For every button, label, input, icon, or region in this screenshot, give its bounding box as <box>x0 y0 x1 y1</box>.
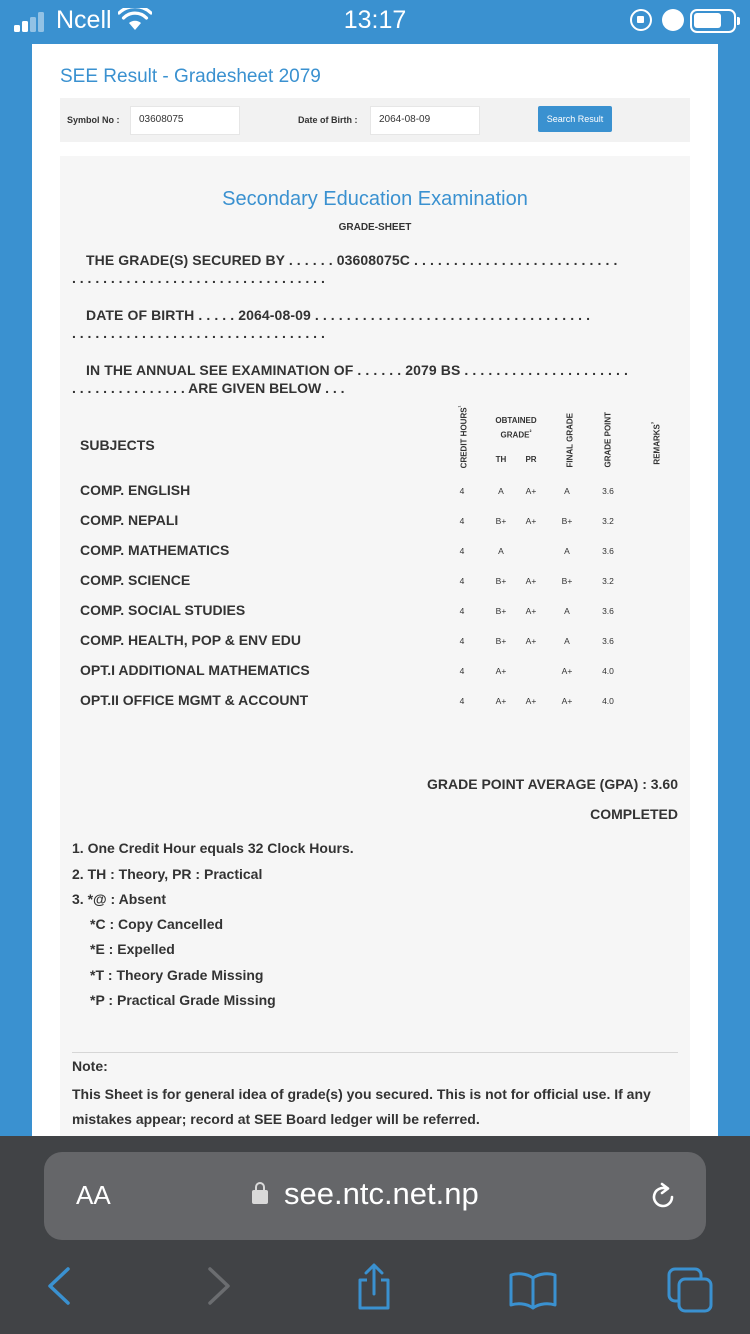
clock: 13:17 <box>343 6 407 34</box>
th-header: TH <box>495 455 507 464</box>
secured-by-continuation: . . . . . . . . . . . . . . . . . . . . . . . . . . . . . . . . . <box>72 270 325 286</box>
subject-name: COMP. SCIENCE <box>80 572 191 588</box>
credit-hours-cell: 4 <box>459 486 465 496</box>
page-title: SEE Result - Gradesheet 2079 <box>60 66 321 87</box>
final-grade-cell: A <box>564 546 570 556</box>
subject-name: OPT.II OFFICE MGMT & ACCOUNT <box>80 692 309 708</box>
dob-continuation: . . . . . . . . . . . . . . . . . . . . . . . . . . . . . . . . . <box>72 325 325 341</box>
dob-input[interactable]: 2064-08-09 <box>370 106 480 135</box>
final-grade-cell: A <box>564 486 570 496</box>
carrier-name: Ncell <box>56 6 112 34</box>
subjects-header: SUBJECTS <box>80 437 155 453</box>
exam-continuation: . . . . . . . . . . . . . . . ARE GIVEN BELOW . . . <box>72 380 345 396</box>
note-text: This Sheet is for general idea of grade(s) you secured. This is not for official use. If any mistakes appear; record at SEE Board ledger will be referred. <box>72 1086 651 1127</box>
final-grade-header: FINAL GRADE <box>565 412 575 468</box>
symbol-input[interactable]: 03608075 <box>130 106 240 135</box>
pr-grade-cell: A+ <box>525 516 537 526</box>
credit-hours-header: CREDIT $HOURS^{^1}$ <box>458 405 469 469</box>
forward-icon[interactable] <box>204 1266 234 1306</box>
footnote-theory-missing: *T : Theory Grade Missing <box>90 967 264 983</box>
browser-toolbar <box>0 1136 750 1334</box>
address-bar[interactable] <box>44 1152 706 1240</box>
final-grade-cell: A <box>564 606 570 616</box>
th-grade-cell: A <box>498 486 504 496</box>
back-icon[interactable] <box>44 1266 74 1306</box>
footnote-3: 3. *@ : Absent <box>72 891 167 907</box>
th-grade-cell: A+ <box>495 696 507 706</box>
footnote-2: 2. TH : Theory, PR : Practical <box>72 866 263 882</box>
th-grade-cell: B+ <box>495 636 507 646</box>
obtained-grade-header: OBTAINED $GRADE^{^2}$ <box>495 416 537 440</box>
grade-point-cell: 4.0 <box>602 666 614 676</box>
web-page <box>32 44 718 1136</box>
symbol-label: Symbol No : <box>67 115 120 125</box>
final-grade-cell: A <box>564 636 570 646</box>
divider <box>72 1052 678 1053</box>
url-text[interactable]: see.ntc.net.np <box>284 1176 479 1211</box>
footnote-practical-missing: *P : Practical Grade Missing <box>90 992 276 1008</box>
subject-name: OPT.I ADDITIONAL MATHEMATICS <box>80 662 310 678</box>
alarm-icon <box>662 9 684 31</box>
result-status: COMPLETED <box>590 806 678 822</box>
dob-line: DATE OF BIRTH . . . . . 2064-08-09 . . . . . . . . . . . . . . . . . . . . . . . . . . . . . . . . . . . <box>86 307 591 323</box>
pr-grade-cell: A+ <box>525 606 537 616</box>
lock-icon <box>252 1190 268 1204</box>
grade-point-cell: 3.2 <box>602 576 614 586</box>
pr-grade-cell: A+ <box>525 576 537 586</box>
note-label: Note: <box>72 1058 108 1074</box>
pr-header: PR <box>525 455 537 464</box>
subject-name: COMP. SOCIAL STUDIES <box>80 602 246 618</box>
remarks-header: $REMARKS^{^3}$ <box>651 422 662 465</box>
th-grade-cell: A+ <box>495 666 507 676</box>
rotation-lock-icon <box>630 9 652 31</box>
credit-hours-cell: 4 <box>459 666 465 676</box>
grade-sheet <box>60 156 690 1136</box>
th-grade-cell: B+ <box>495 606 507 616</box>
pr-grade-cell: A+ <box>525 696 537 706</box>
search-result-button[interactable]: Search Result <box>538 106 612 132</box>
grade-point-cell: 3.6 <box>602 606 614 616</box>
final-grade-cell: B+ <box>561 516 573 526</box>
sheet-subtitle: GRADE-SHEET <box>338 222 412 233</box>
exam-title: Secondary Education Examination <box>222 188 528 210</box>
gpa-value: GRADE POINT AVERAGE (GPA) : 3.60 <box>427 776 678 792</box>
subject-name: COMP. NEPALI <box>80 512 179 528</box>
grade-point-cell: 3.6 <box>602 546 614 556</box>
final-grade-cell: A+ <box>561 666 573 676</box>
footnote-1: 1. One Credit Hour equals 32 Clock Hours. <box>72 840 354 856</box>
status-bar <box>0 0 750 42</box>
footnote-copy-cancelled: *C : Copy Cancelled <box>90 916 224 932</box>
pr-grade-cell: A+ <box>525 486 537 496</box>
credit-hours-cell: 4 <box>459 546 465 556</box>
grade-point-cell: 3.6 <box>602 636 614 646</box>
grade-point-cell: 3.2 <box>602 516 614 526</box>
footnote-expelled: *E : Expelled <box>90 941 175 957</box>
dob-label: Date of Birth : <box>298 115 358 125</box>
exam-line: IN THE ANNUAL SEE EXAMINATION OF . . . . . . 2079 BS . . . . . . . . . . . . . . . . . . . . . <box>86 362 629 378</box>
credit-hours-cell: 4 <box>459 636 465 646</box>
reload-icon[interactable] <box>648 1182 678 1212</box>
grade-point-cell: 3.6 <box>602 486 614 496</box>
th-grade-cell: B+ <box>495 576 507 586</box>
pr-grade-cell: A+ <box>525 636 537 646</box>
subject-name: COMP. MATHEMATICS <box>80 542 230 558</box>
final-grade-cell: A+ <box>561 696 573 706</box>
battery-icon <box>690 9 736 33</box>
search-form <box>60 98 690 142</box>
credit-hours-cell: 4 <box>459 696 465 706</box>
share-icon[interactable] <box>354 1262 394 1312</box>
th-grade-cell: B+ <box>495 516 507 526</box>
final-grade-cell: B+ <box>561 576 573 586</box>
credit-hours-cell: 4 <box>459 576 465 586</box>
bookmarks-icon[interactable] <box>508 1270 558 1310</box>
credit-hours-cell: 4 <box>459 606 465 616</box>
reader-aa-button[interactable]: AA <box>76 1180 111 1210</box>
th-grade-cell: A <box>498 546 504 556</box>
subject-name: COMP. ENGLISH <box>80 482 191 498</box>
credit-hours-cell: 4 <box>459 516 465 526</box>
subject-name: COMP. HEALTH, POP & ENV EDU <box>80 632 301 648</box>
tabs-icon[interactable] <box>666 1266 716 1316</box>
grade-point-header: GRADE POINT <box>603 411 613 468</box>
grade-point-cell: 4.0 <box>602 696 614 706</box>
secured-by-line: THE GRADE(S) SECURED BY . . . . . . 03608075C . . . . . . . . . . . . . . . . . . . . . . . . . . <box>86 252 618 268</box>
